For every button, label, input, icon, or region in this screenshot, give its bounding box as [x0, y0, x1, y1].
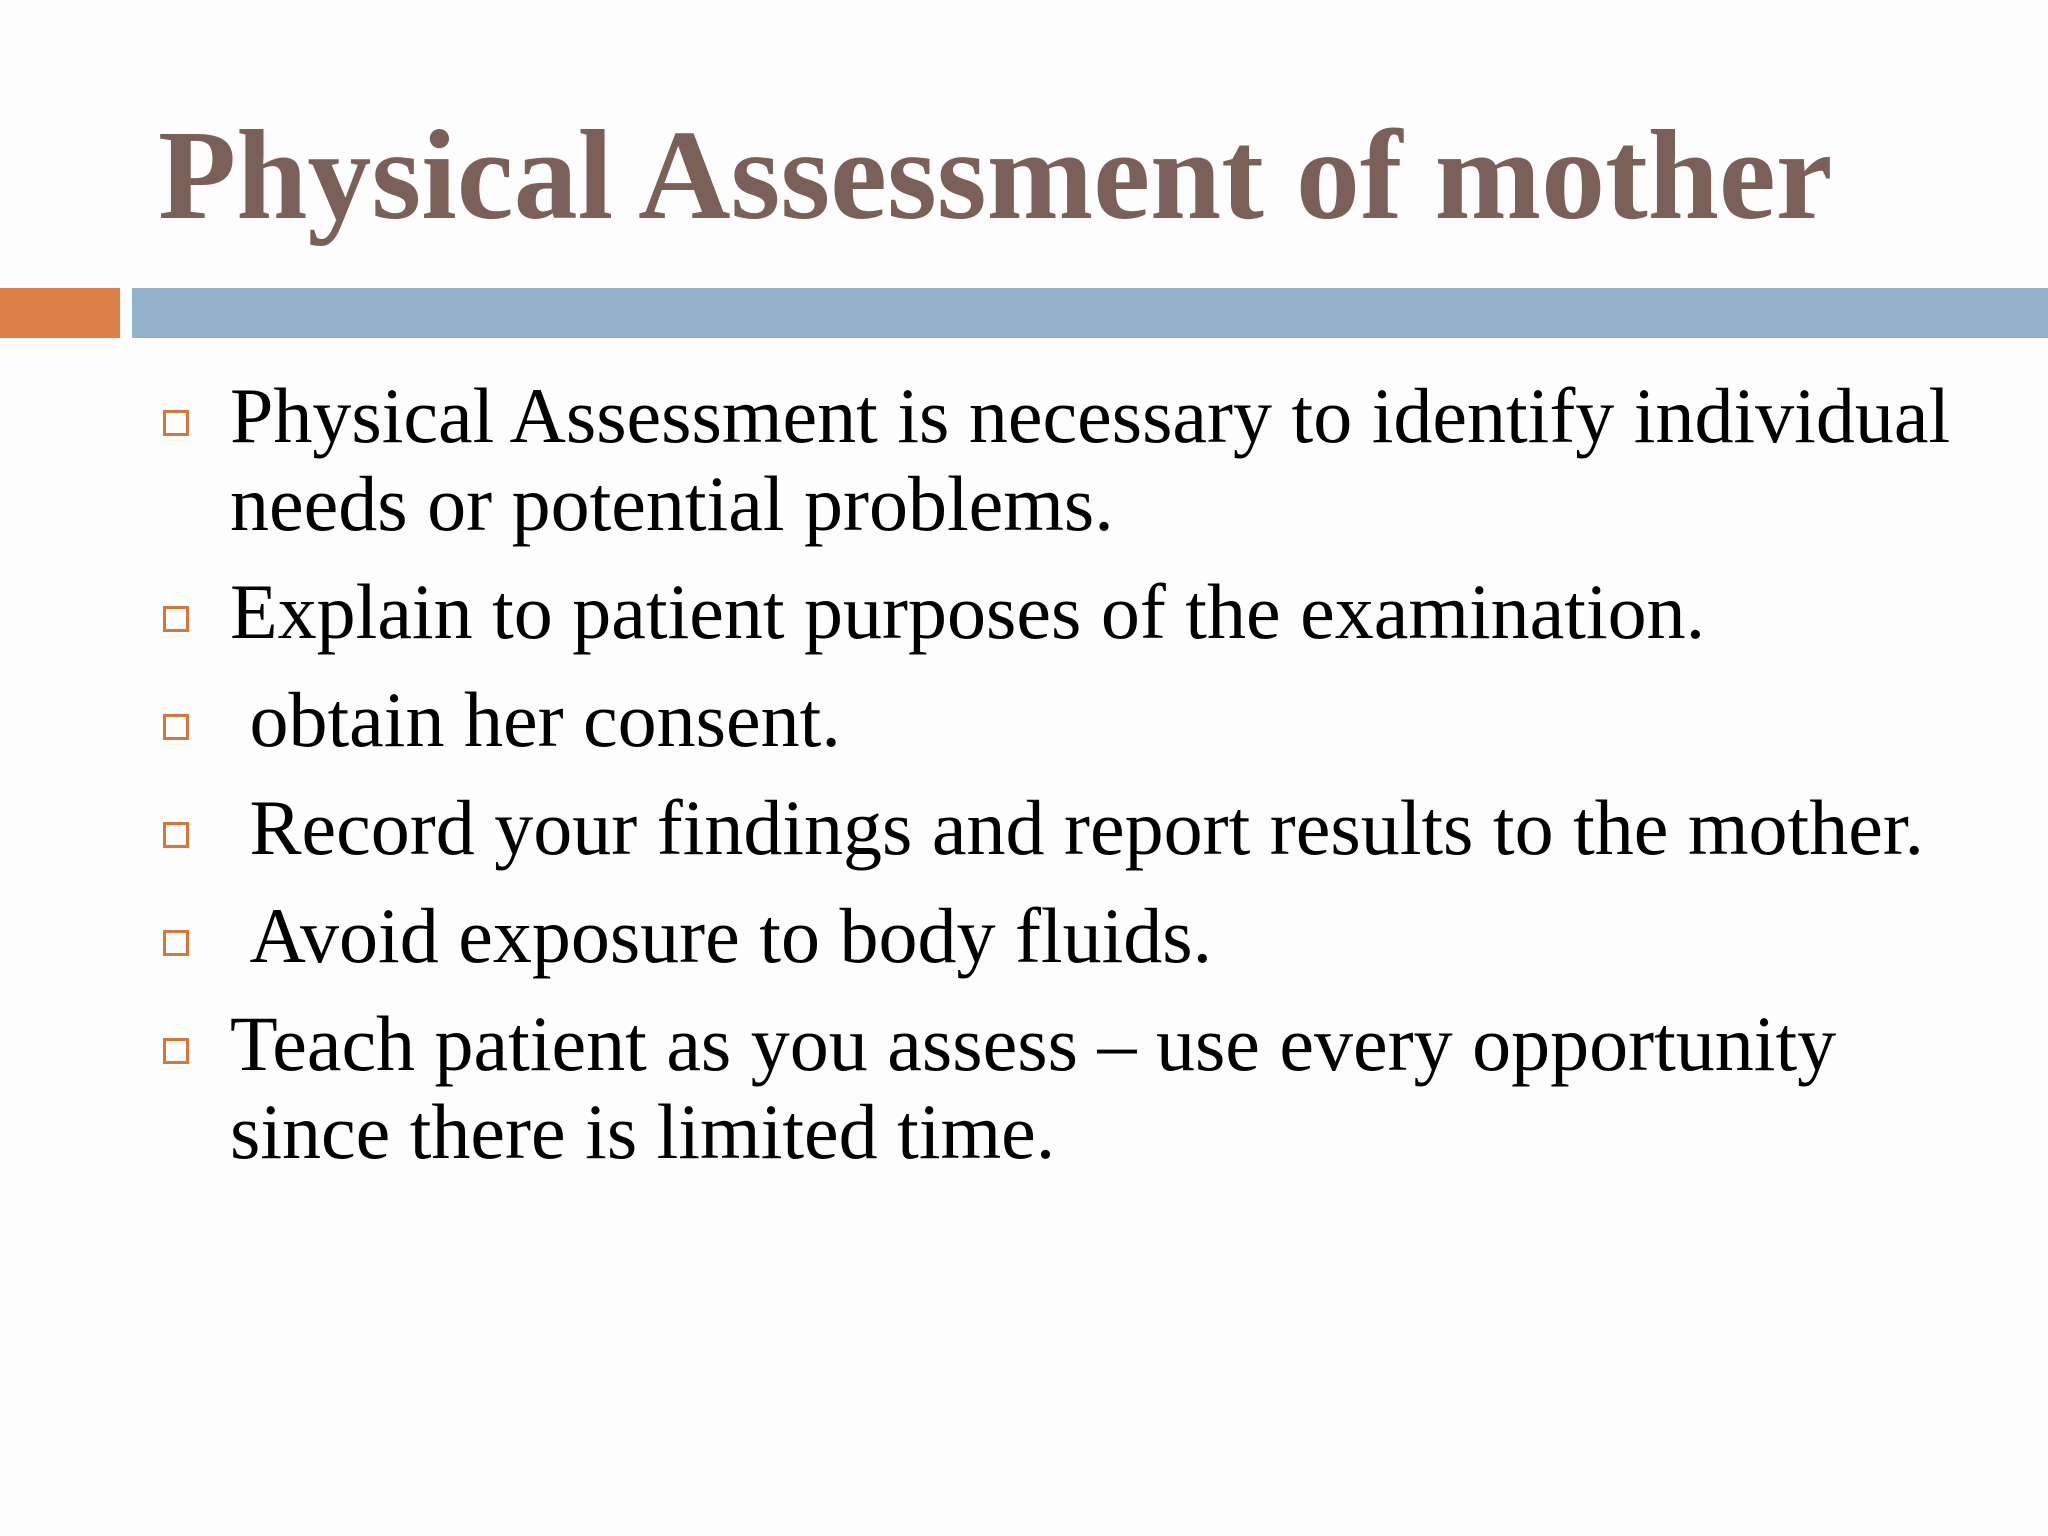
hollow-square-icon — [163, 714, 189, 740]
hollow-square-icon — [163, 606, 189, 632]
bullet-text: Avoid exposure to body fluids. — [230, 892, 1213, 979]
hollow-square-icon — [163, 1038, 189, 1064]
bullet-item — [160, 784, 1960, 872]
bullet-text: Teach patient as you assess – use every opportunity since there is limited time. — [230, 1000, 1856, 1175]
title-accent-blue-bar — [132, 288, 2048, 338]
bullet-text: Physical Assessment is necessary to identify individual needs or potential problems. — [230, 372, 1970, 547]
bullet-item — [160, 1000, 1960, 1176]
slide-title: Physical Assessment of mother — [158, 104, 1833, 246]
bullet-item — [160, 676, 1960, 764]
hollow-square-icon — [163, 930, 189, 956]
bullet-item — [160, 372, 1970, 548]
bullet-text: obtain her consent. — [230, 676, 841, 763]
bullet-text: Explain to patient purposes of the examination. — [230, 568, 1706, 655]
hollow-square-icon — [163, 410, 189, 436]
bullet-text: Record your findings and report results to the mother. — [230, 784, 1924, 871]
bullet-item — [160, 892, 1960, 980]
title-accent-orange-bar — [0, 288, 120, 338]
bullet-list — [160, 372, 1970, 1196]
bullet-item — [160, 568, 1960, 656]
hollow-square-icon — [163, 822, 189, 848]
